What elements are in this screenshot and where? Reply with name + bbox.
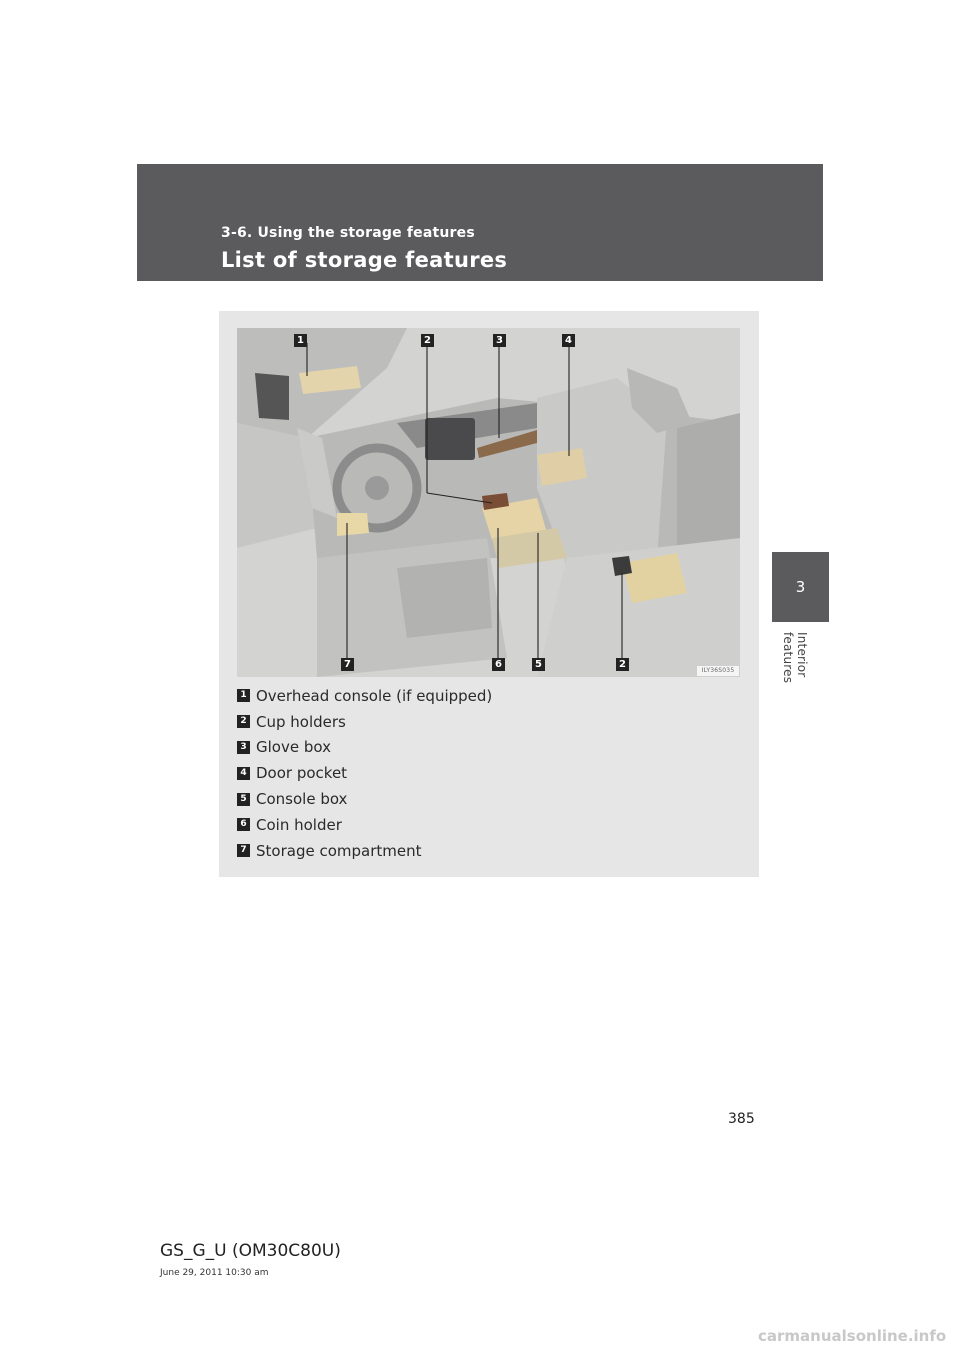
- legend-item: [237, 735, 492, 761]
- legend-number: 7: [237, 844, 250, 857]
- callout-7: 7: [341, 658, 354, 671]
- legend-number: 5: [237, 793, 250, 806]
- legend-label: Console box: [256, 790, 348, 809]
- chapter-label: Interior features: [781, 632, 809, 684]
- figure-id-label: ILY36S035: [697, 666, 739, 676]
- legend-list: [237, 683, 492, 864]
- chapter-number: 3: [795, 578, 806, 596]
- car-interior-drawing: [237, 328, 740, 677]
- legend-label: Cup holders: [256, 712, 346, 731]
- legend-number: 6: [237, 818, 250, 831]
- legend-item: [237, 786, 492, 812]
- callout-2: 2: [421, 334, 434, 347]
- callout-6: 6: [492, 658, 505, 671]
- legend-label: Coin holder: [256, 815, 342, 834]
- legend-item: [237, 760, 492, 786]
- callout-3: 3: [493, 334, 506, 347]
- legend-label: Overhead console (if equipped): [256, 686, 493, 705]
- legend-label: Glove box: [256, 738, 331, 757]
- legend-number: 3: [237, 741, 250, 754]
- watermark: carmanualsonline.info: [758, 1327, 947, 1345]
- legend-label: Storage compartment: [256, 841, 422, 860]
- legend-item: [237, 812, 492, 838]
- callout-2-rear: 2: [616, 658, 629, 671]
- section-label: 3-6. Using the storage features: [221, 225, 475, 241]
- page-number: 385: [728, 1111, 755, 1127]
- page-title: List of storage features: [221, 248, 508, 272]
- legend-item: [237, 683, 492, 709]
- interior-illustration: [237, 328, 740, 677]
- document-date: June 29, 2011 10:30 am: [160, 1268, 269, 1278]
- legend-number: 2: [237, 715, 250, 728]
- legend-number: 4: [237, 767, 250, 780]
- legend-item: [237, 709, 492, 735]
- header-bar: [137, 164, 823, 281]
- chapter-tab[interactable]: [772, 552, 829, 622]
- legend-label: Door pocket: [256, 764, 348, 783]
- callout-1: 1: [294, 334, 307, 347]
- legend-number: 1: [237, 689, 250, 702]
- document-code: GS_G_U (OM30C80U): [160, 1241, 341, 1261]
- storage-panel: [219, 311, 759, 877]
- callout-5: 5: [532, 658, 545, 671]
- callout-4: 4: [562, 334, 575, 347]
- legend-item: [237, 838, 492, 864]
